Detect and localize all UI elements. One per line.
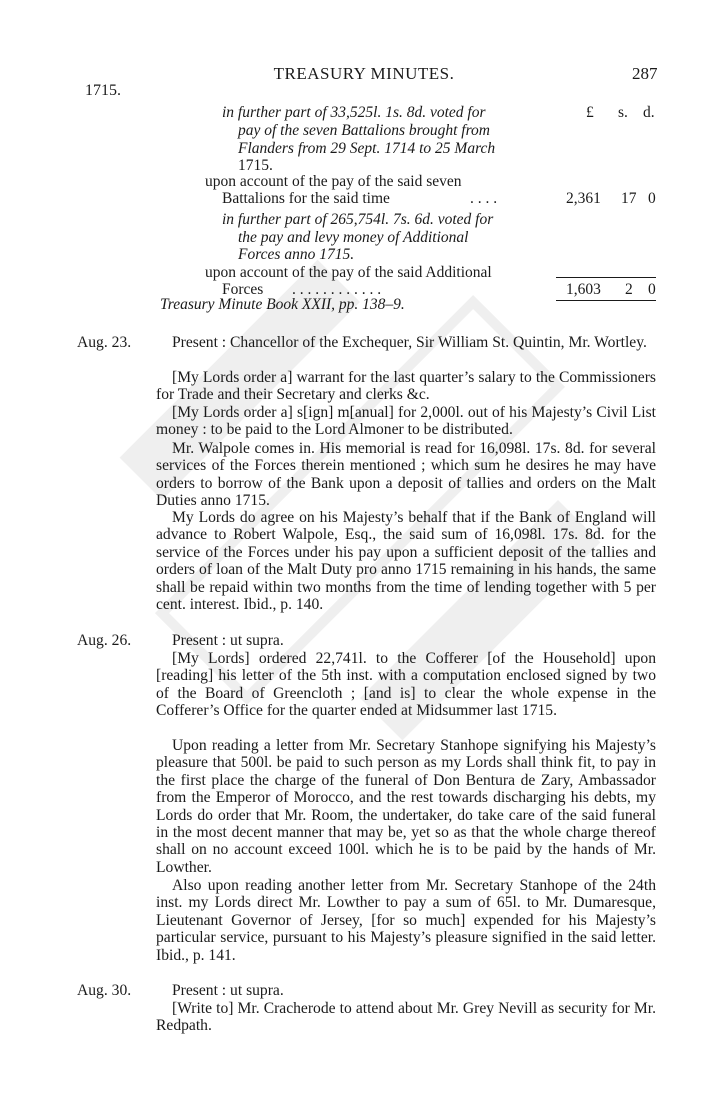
item1-amount-pence: 0	[648, 190, 656, 207]
margin-year: 1715.	[85, 82, 121, 99]
item1-note-line: in further part of 33,525l. 1s. 8d. voted for	[222, 104, 486, 121]
item1-desc-line: Battalions for the said time	[222, 190, 390, 207]
currency-shillings: s.	[618, 104, 628, 121]
item1-amount-pounds: 2,361	[566, 190, 601, 207]
item1-note-line: 1715.	[238, 157, 273, 174]
item2-amount-shillings: 2	[625, 281, 633, 298]
entry-date: Aug. 23.	[77, 334, 132, 351]
page-header-title: TREASURY MINUTES.	[273, 64, 455, 83]
item2-leader-dots: . . . . . . . . . . . .	[292, 281, 382, 298]
entry-date: Aug. 26.	[77, 632, 132, 649]
item2-note-line: the pay and levy money of Additional	[238, 229, 469, 246]
currency-pounds: £	[586, 104, 594, 121]
page-number: 287	[632, 64, 658, 83]
entry-paragraph: [My Lords order a] warrant for the last quarter’s salary to the Commissioners for Trade and their Secretary and clerks &c.	[156, 369, 656, 404]
total-rule	[556, 300, 656, 301]
item1-desc-line: upon account of the pay of the said seven	[205, 173, 462, 190]
item1-note-line: pay of the seven Battalions brought from	[238, 122, 490, 139]
entry-paragraph: Mr. Walpole comes in. His memorial is read for 16,098l. 17s. 8d. for several services of the Forces therein mentioned ; which sum he desires he may have orders to borrow of the Bank upon a deposit of tallies and orders on the Malt Duties anno 1715.	[156, 440, 656, 510]
item2-desc-line: upon account of the pay of the said Additional	[205, 264, 492, 281]
total-rule	[556, 277, 656, 278]
source-citation: Treasury Minute Book XXII, pp. 138–9.	[160, 296, 405, 313]
item1-note-line: Flanders from 29 Sept. 1714 to 25 March	[238, 140, 496, 157]
item1-leader-dots: . . . .	[470, 190, 498, 207]
entry-paragraph: [Write to] Mr. Cracherode to attend about Mr. Grey Nevill as security for Mr. Redpath.	[156, 1000, 656, 1035]
item2-note-line: Forces anno 1715.	[238, 246, 355, 263]
item2-note-line: in further part of 265,754l. 7s. 6d. voted for	[222, 211, 494, 228]
entry-paragraph: Upon reading a letter from Mr. Secretary Stanhope signifying his Majesty’s pleasure that 500l. be paid to such person as my Lords shall think fit, to pay in the first place the charge of the funeral of Don Bentura de Zary, Ambassador from the Emperor of Morocco, and the rest towards discharging his debts, my Lords do order that Mr. Room, the undertaker, do take care of the said funeral in the most decent manner that may be, yet so as that the whole charge thereof shall on no account exceed 100l. which he is to be paid by the hands of Mr. Lowther.	[156, 737, 656, 876]
item2-amount-pence: 0	[648, 281, 656, 298]
entry-paragraph: Present : Chancellor of the Exchequer, Sir William St. Quintin, Mr. Wortley.	[172, 334, 647, 351]
entry-paragraph: [My Lords] ordered 22,741l. to the Cofferer [of the Household] upon [reading] his letter of the 5th inst. with a computation enclosed signed by two of the Board of Greencloth ; [and is] to clear the whole expense in the Cofferer’s Office for the quarter ended at Midsummer last 1715.	[156, 650, 656, 720]
entry-date: Aug. 30.	[77, 982, 132, 999]
entry-paragraph: My Lords do agree on his Majesty’s behalf that if the Bank of England will advance to Robert Walpole, Esq., the said sum of 16,098l. 17s. 8d. for the service of the Forces under his pay upon a sufficient deposit of the tallies and orders of loan of the Malt Duty pro anno 1715 remaining in his hands, the same shall be repaid within two months from the time of lending together with 5 per cent. interest. Ibid., p. 140.	[156, 509, 656, 614]
entry-paragraph: Present : ut supra.	[172, 632, 284, 649]
item1-amount-shillings: 17	[621, 190, 637, 207]
item2-desc-line: Forces	[222, 281, 264, 298]
currency-pence: d.	[643, 104, 655, 121]
entry-paragraph: Also upon reading another letter from Mr. Secretary Stanhope of the 24th inst. my Lords direct Mr. Lowther to pay a sum of 65l. to Mr. Dumaresque, Lieutenant Governor of Jersey, [for so much] expended for his Majesty’s particular service, pursuant to his Majesty’s pleasure signified in the said letter. Ibid., p. 141.	[156, 877, 656, 964]
entry-paragraph: [My Lords order a] s[ign] m[anual] for 2,000l. out of his Majesty’s Civil List money : to be paid to the Lord Almoner to be distributed.	[156, 404, 656, 439]
entry-paragraph: Present : ut supra.	[172, 982, 284, 999]
item2-amount-pounds: 1,603	[566, 281, 601, 298]
